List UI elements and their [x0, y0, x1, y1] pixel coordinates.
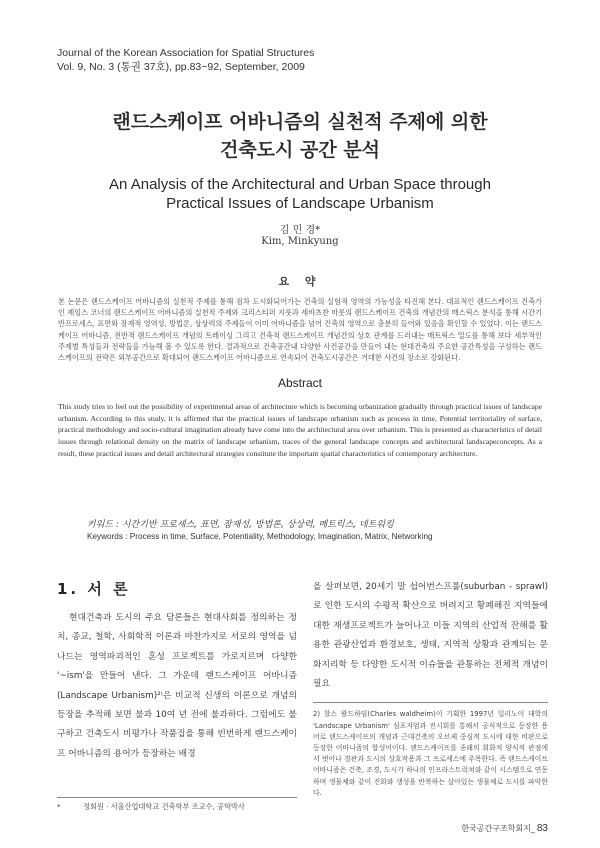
korean-title: [40, 108, 560, 164]
korean-summary-text: 본 논문은 랜드스케이프 어바니즘의 실천적 주제를 통해 점차 도시화되어가는 건축의 실험적 영역의 가능성을 타진해 본다. 대표적인 랜드스케이프 건축가인 제임스 코너의 랜드스케이프 어바니즘의 실천적 주제와 크리스티퍼 지룻과 세바츠찬 마롯의 랜드스케이프 건축의 개념간의 매스릭스 분석을 통해 시간기반프로세스, 표면와 잠재적 영역성, 방법론, 상상력의 주제들이 이미 어바니즘을 넘어 건축의 영역으로 충분히 들어와 있음을 확인할 수 있었다. 이는 랜드스케이프 어바니즘, 전반적 랜드스케이프 개념의 트레이싱 그리고 건축적 랜드스케이프 개념간의 상호 관계를 드러내는 매트릭스 밀도를 통해 보다 세부적인 주제별 특성들과 전략들을 가늠해 볼 수 있도록 한다. 결과적으로 건축공간내 다양한 사건공간을 만들어 내는 현대건축의 주요한 공간특성을 구성하는 랜드스케이프의 전략은 외부공간으로 확대되어 랜드스케이프 어바니즘으로 연속되어 건축도시공간은 거대한 사건의 장소로 강화된다.: [58, 297, 542, 363]
footer-separator: _: [530, 824, 535, 833]
abstract-heading: Abstract: [277, 376, 322, 390]
english-title-line-2: Practical Issues of Landscape Urbanism: [166, 195, 434, 212]
introduction-paragraph-right: 을 살펴보면, 20세기 말 섭어번스프롤(suburban - sprawl) 로 인한 도시의 수평적 확산으로 버려지고 황폐해진 지역들에 대한 재생프로젝트가 늘어나고 이들 지역의 산업적 잔해를 활용한 관광산업과 환경보호, 생태, 지역적 상황과 관계되는 문화지리학 등 다양한 도시적 이슈들을 관통하는 전체적 개념이 필요: [313, 582, 548, 690]
footnote-2: 2) 찰스 왈드하임(Charles waldheim)이 기획한 1997년 일리노이 대학의 'Landscape Urbanism' 심포지엄과 전시회를 통해서 공식적으로 등장한 용어로 랜드스케이프의 개념과 근대건축의 오브제 중심적 도시에 대한 비판으로 등장한 어바니즘의 합성어이다. 랜드스케이프를 종래의 회화적 양식적 관점에서 벗어나 경관과 도시의 상호작용과 그 프로세스에 주목한다. 즉 랜드스케이프 어바니즘은 건축, 조경, 도시가 하나의 인프라스트럭쳐와 같이 시스템으로 연동하며 생물체와 같이 진화와 생성을 반복하는 살아있는 생물체로 도시를 파악한다.: [313, 702, 548, 799]
keywords-korean-label: 키워드 :: [87, 520, 122, 530]
keywords-korean-list: 시간기반 프로세스, 표면, 잠재성, 방법론, 상상력, 메트릭스, 네트워킹: [121, 520, 394, 530]
journal-name: Journal of the Korean Association for Spatial Structures: [57, 47, 315, 59]
author-name-korean: 김 민 경*: [279, 225, 321, 236]
english-title: [40, 175, 560, 213]
english-title-line-1: An Analysis of the Architectural and Urban Space through: [109, 176, 491, 193]
keywords-english-list: Process in time, Surface, Potentiality, Methodology, Imagination, Matrix, Networking: [129, 532, 433, 541]
korean-title-line-2: 건축도시 공간 분석: [219, 139, 381, 161]
abstract-text: This study tries to feel out the possibility of experimental areas of architecture which is becoming urbanization gradually through practical issues of landscape urbanism. According to this study, it is affirmed that the practical issues of landscape urbanism such as process in time, Potential territoriality of surface, practical methodology and socio-cultural imagination already have come into the architectural area over urbanism. This is presented as characteristics of detail issues through relational density on the matrix of landscape urbanism, traces of the general landscape concepts and architectural landscapeconcepts. As a result, these practical issues and detail architectural strategies constitute the important spatial characteristics of contemporary architecture.: [58, 402, 542, 458]
introduction-heading: 1. 서 론: [57, 580, 131, 598]
author-affiliation-footnote: [57, 797, 297, 812]
keywords-english-label: Keywords :: [87, 532, 130, 541]
keywords-english: [87, 532, 433, 541]
journal-header: [57, 46, 314, 74]
page-number: 83: [536, 823, 548, 834]
author-affiliation-text: 정회원 · 서울산업대학교 건축학부 조교수, 공학박사: [83, 802, 245, 811]
page-footer: [461, 823, 548, 834]
author-name-english: Kim, Minkyung: [261, 236, 339, 247]
journal-volume-info: Vol. 9, No. 3 (통권 37호), pp.83~92, September, 2009: [57, 61, 305, 73]
korean-title-line-1: 랜드스케이프 어바니즘의 실천적 주제에 의한: [112, 111, 488, 133]
keywords-korean: [87, 517, 394, 530]
footer-journal-name: 한국공간구조학회지: [461, 824, 531, 833]
left-column: [57, 578, 297, 764]
korean-summary-heading: 요 약: [278, 275, 322, 288]
footnote-star-marker: *: [57, 802, 61, 811]
introduction-paragraph-left: 현대건축과 도시의 주요 담론들은 현대사회를 정의하는 정치, 종교, 철학, 사회학적 이론과 마찬가지로 서로의 영역을 넘나드는 영역파괴적인 혼성 프로젝트를 가로지르며 다양한 '~ism'을 만들어 낸다. 그 가운데 랜드스케이프 어바니즘(Landscape Urbanism)²⁾은 비교적 신생의 이론으로 개념의 등장을 추적해 보면 불과 10여 년 전에 불과하다. 그럼에도 불구하고 건축도시 비평가나 작품집을 통해 빈번하게 랜드스케이프 어바니즘의 용어가 등장하는 배경: [57, 613, 297, 759]
right-column: [313, 578, 548, 799]
